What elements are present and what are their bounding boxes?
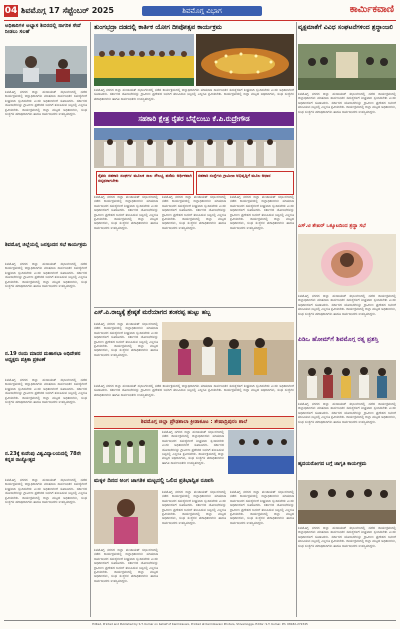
- stage-photo: [94, 128, 294, 168]
- group-photo: [94, 34, 194, 86]
- imprint-footer: Edited, Printed and Published by S.T. Kumar on behalf of Karmikavani, Printed at Karmikavani Printers, Shivamogga. Editor: S.T. Kumar. Ph: 08182-272345: [4, 620, 396, 628]
- photo-band-1: [94, 430, 158, 474]
- photo-bottom-center: [94, 490, 158, 544]
- garland-photo: [298, 234, 396, 292]
- section-divider: [94, 307, 294, 308]
- article-text-mid-right: ಶಿವಮೊಗ್ಗ ನಗರದ ಜಿಲ್ಲಾ ಪಂಚಾಯತ್ ಸಭಾಂಗಣದಲ್ಲಿ ನಡೆದ ಕಾರ್ಯಕ್ರಮದಲ್ಲಿ ಜಿಲ್ಲಾಧಿಕಾರಿಗಳು ಮಾತನಾಡಿ ಸಾರ್ವಜನಿಕರ ಸಮಸ್ಯೆಗಳಿಗೆ ಶೀಘ್ರವಾಗಿ ಸ್ಪಂದಿಸಬೇಕು ಎಂದು ಅಧಿಕಾರಿಗಳಿಗೆ ಸೂಚಿಸಿದರು. ಸರ್ಕಾರದ ಯೋಜನೆಗಳನ್ನು ಗ್ರಾಮೀಣ ಪ್ರದೇಶದ ಜನರಿಗೆ ತಲುಪಿಸುವ ನಿಟ್ಟಿನಲ್ಲಿ ಎಲ್ಲರೂ ಶ್ರಮಿಸಬೇಕು. ಕಾರ್ಯಕ್ರಮದಲ್ಲಿ ಜಿಲ್ಲಾ ಮಟ್ಟದ ಅಧಿಕಾರಿಗಳು, ಸಂಘ ಸಂಸ್ಥೆಗಳ ಪದಾಧಿಕಾರಿಗಳು ಹಾಗೂ ಸಾರ್ವಜನಿಕರು ಉಪಸ್ಥಿತರಿದ್ದರು.: [298, 294, 396, 316]
- article-text-top-left: ಶಿವಮೊಗ್ಗ ನಗರದ ಜಿಲ್ಲಾ ಪಂಚಾಯತ್ ಸಭಾಂಗಣದಲ್ಲಿ ನಡೆದ ಕಾರ್ಯಕ್ರಮದಲ್ಲಿ ಜಿಲ್ಲಾಧಿಕಾರಿಗಳು ಮಾತನಾಡಿ ಸಾರ್ವಜನಿಕರ ಸಮಸ್ಯೆಗಳಿಗೆ ಶೀಘ್ರವಾಗಿ ಸ್ಪಂದಿಸಬೇಕು ಎಂದು ಅಧಿಕಾರಿಗಳಿಗೆ ಸೂಚಿಸಿದರು. ಸರ್ಕಾರದ ಯೋಜನೆಗಳನ್ನು ಗ್ರಾಮೀಣ ಪ್ರದೇಶದ ಜನರಿಗೆ ತಲುಪಿಸುವ ನಿಟ್ಟಿನಲ್ಲಿ ಎಲ್ಲರೂ ಶ್ರಮಿಸಬೇಕು. ಕಾರ್ಯಕ್ರಮದಲ್ಲಿ ಜಿಲ್ಲಾ ಮಟ್ಟದ ಅಧಿಕಾರಿಗಳು, ಸಂಘ ಸಂಸ್ಥೆಗಳ ಪದಾಧಿಕಾರಿಗಳು ಹಾಗೂ ಸಾರ್ವಜನಿಕರು ಉಪಸ್ಥಿತರಿದ್ದರು.: [5, 90, 87, 117]
- headline-right-col: ಪಿಡಿಒ ಹೋಮ್‌ಗೆ ಶಿವಮೊಗ್ಗ ರತ್ನ ಪ್ರಶಸ್ತಿ: [298, 336, 379, 343]
- photo-mid-right: [298, 234, 396, 292]
- main-headline: ಸಹಕಾರಿ ಕ್ಷೇತ್ರ ರೈತರ ಬೆನ್ನೆಲುಬು ಕೆ.ಪಿ.ರುದ್ರೇಗೌಡ: [138, 115, 250, 123]
- child-photo: [94, 490, 158, 544]
- section-ribbon: [142, 6, 262, 16]
- page-number: 04: [4, 6, 18, 16]
- speaker-photo: [5, 46, 87, 88]
- headline-left-col-2: ನ.19 ರಂದು ಮಾದರ ಮಹಾಸಭಾ ಅಧಿವೇಶನ ಅಧ್ಯಕ್ಷರು ಪತ್ರಿಕಾ ಪ್ರಕಟಣೆ: [5, 351, 81, 363]
- article-text-left-2: ಶಿವಮೊಗ್ಗ ನಗರದ ಜಿಲ್ಲಾ ಪಂಚಾಯತ್ ಸಭಾಂಗಣದಲ್ಲಿ ನಡೆದ ಕಾರ್ಯಕ್ರಮದಲ್ಲಿ ಜಿಲ್ಲಾಧಿಕಾರಿಗಳು ಮಾತನಾಡಿ ಸಾರ್ವಜನಿಕರ ಸಮಸ್ಯೆಗಳಿಗೆ ಶೀಘ್ರವಾಗಿ ಸ್ಪಂದಿಸಬೇಕು ಎಂದು ಅಧಿಕಾರಿಗಳಿಗೆ ಸೂಚಿಸಿದರು. ಸರ್ಕಾರದ ಯೋಜನೆಗಳನ್ನು ಗ್ರಾಮೀಣ ಪ್ರದೇಶದ ಜನರಿಗೆ ತಲುಪಿಸುವ ನಿಟ್ಟಿನಲ್ಲಿ ಎಲ್ಲರೂ ಶ್ರಮಿಸಬೇಕು. ಕಾರ್ಯಕ್ರಮದಲ್ಲಿ ಜಿಲ್ಲಾ ಮಟ್ಟದ ಅಧಿಕಾರಿಗಳು, ಸಂಘ ಸಂಸ್ಥೆಗಳ ಪದಾಧಿಕಾರಿಗಳು ಹಾಗೂ ಸಾರ್ವಜನಿಕರು ಉಪಸ್ಥಿತರಿದ್ದರು.: [5, 378, 87, 405]
- headline-top-left: ಅಧಿಕಾರಿಗಳ ಅಭ್ಯಾಸ ಶಿಬಿರದಲ್ಲಿ ನಾಗರಿಕ ಸೇವೆ ನೀಡಲು ಸಲಹೆ: [5, 23, 81, 35]
- masthead-date: ಶಿವಮೊಗ್ಗ 17 ಸೆಪ್ಟೆಂಬರ್ 2025: [21, 6, 114, 15]
- main-story-banner: [94, 112, 294, 126]
- sports-band: [94, 416, 294, 429]
- headline-top-center: ತುಂಗಭದ್ರಾ ದಡದಲ್ಲಿ ಕಾರ್ತಿಕ ಯೋಗ ದೀಪೋತ್ಸವ ಕಾರ್ಯಕ್ರಮ: [94, 23, 222, 31]
- photo-right-col: [298, 360, 396, 400]
- felicitation-photo: [162, 322, 294, 382]
- newspaper-logo: ಕಾರ್ಮಿಕವಾಣಿ: [349, 4, 394, 15]
- quote-text-2: ಸಹಕಾರಿ ಸಂಸ್ಥೆಗಳು ಗ್ರಾಮೀಣ ಅಭಿವೃದ್ಧಿಗೆ ಮೂಲ ಆಧಾರ: [198, 173, 271, 178]
- article-text-main-3: ಶಿವಮೊಗ್ಗ ನಗರದ ಜಿಲ್ಲಾ ಪಂಚಾಯತ್ ಸಭಾಂಗಣದಲ್ಲಿ ನಡೆದ ಕಾರ್ಯಕ್ರಮದಲ್ಲಿ ಜಿಲ್ಲಾಧಿಕಾರಿಗಳು ಮಾತನಾಡಿ ಸಾರ್ವಜನಿಕರ ಸಮಸ್ಯೆಗಳಿಗೆ ಶೀಘ್ರವಾಗಿ ಸ್ಪಂದಿಸಬೇಕು ಎಂದು ಅಧಿಕಾರಿಗಳಿಗೆ ಸೂಚಿಸಿದರು. ಸರ್ಕಾರದ ಯೋಜನೆಗಳನ್ನು ಗ್ರಾಮೀಣ ಪ್ರದೇಶದ ಜನರಿಗೆ ತಲುಪಿಸುವ ನಿಟ್ಟಿನಲ್ಲಿ ಎಲ್ಲರೂ ಶ್ರಮಿಸಬೇಕು. ಕಾರ್ಯಕ್ರಮದಲ್ಲಿ ಜಿಲ್ಲಾ ಮಟ್ಟದ ಅಧಿಕಾರಿಗಳು, ಸಂಘ ಸಂಸ್ಥೆಗಳ ಪದಾಧಿಕಾರಿಗಳು ಹಾಗೂ ಸಾರ್ವಜನಿಕರು ಉಪಸ್ಥಿತರಿದ್ದರು.: [230, 195, 294, 230]
- article-text-band: ಶಿವಮೊಗ್ಗ ನಗರದ ಜಿಲ್ಲಾ ಪಂಚಾಯತ್ ಸಭಾಂಗಣದಲ್ಲಿ ನಡೆದ ಕಾರ್ಯಕ್ರಮದಲ್ಲಿ ಜಿಲ್ಲಾಧಿಕಾರಿಗಳು ಮಾತನಾಡಿ ಸಾರ್ವಜನಿಕರ ಸಮಸ್ಯೆಗಳಿಗೆ ಶೀಘ್ರವಾಗಿ ಸ್ಪಂದಿಸಬೇಕು ಎಂದು ಅಧಿಕಾರಿಗಳಿಗೆ ಸೂಚಿಸಿದರು. ಸರ್ಕಾರದ ಯೋಜನೆಗಳನ್ನು ಗ್ರಾಮೀಣ ಪ್ರದೇಶದ ಜನರಿಗೆ ತಲುಪಿಸುವ ನಿಟ್ಟಿನಲ್ಲಿ ಎಲ್ಲರೂ ಶ್ರಮಿಸಬೇಕು. ಕಾರ್ಯಕ್ರಮದಲ್ಲಿ ಜಿಲ್ಲಾ ಮಟ್ಟದ ಅಧಿಕಾರಿಗಳು, ಸಂಘ ಸಂಸ್ಥೆಗಳ ಪದಾಧಿಕಾರಿಗಳು ಹಾಗೂ ಸಾರ್ವಜನಿಕರು ಉಪಸ್ಥಿತರಿದ್ದರು.: [162, 430, 224, 465]
- photo-bottom-right: [298, 480, 396, 524]
- article-text-bottom-1: ಶಿವಮೊಗ್ಗ ನಗರದ ಜಿಲ್ಲಾ ಪಂಚಾಯತ್ ಸಭಾಂಗಣದಲ್ಲಿ ನಡೆದ ಕಾರ್ಯಕ್ರಮದಲ್ಲಿ ಜಿಲ್ಲಾಧಿಕಾರಿಗಳು ಮಾತನಾಡಿ ಸಾರ್ವಜನಿಕರ ಸಮಸ್ಯೆಗಳಿಗೆ ಶೀಘ್ರವಾಗಿ ಸ್ಪಂದಿಸಬೇಕು ಎಂದು ಅಧಿಕಾರಿಗಳಿಗೆ ಸೂಚಿಸಿದರು. ಸರ್ಕಾರದ ಯೋಜನೆಗಳನ್ನು ಗ್ರಾಮೀಣ ಪ್ರದೇಶದ ಜನರಿಗೆ ತಲುಪಿಸುವ ನಿಟ್ಟಿನಲ್ಲಿ ಎಲ್ಲರೂ ಶ್ರಮಿಸಬೇಕು. ಕಾರ್ಯಕ್ರಮದಲ್ಲಿ ಜಿಲ್ಲಾ ಮಟ್ಟದ ಅಧಿಕಾರಿಗಳು, ಸಂಘ ಸಂಸ್ಥೆಗಳ ಪದಾಧಿಕಾರಿಗಳು ಹಾಗೂ ಸಾರ್ವಜನಿಕರು ಉಪಸ್ಥಿತರಿದ್ದರು.: [162, 490, 226, 525]
- section-ribbon-label: ಶಿವಮೊಗ್ಗ ವಿಭಾಗ: [182, 7, 222, 15]
- quote-box-1: [96, 171, 194, 195]
- photo-middle: [162, 322, 294, 382]
- masthead: [4, 4, 396, 21]
- article-text-bottom-3: ಶಿವಮೊಗ್ಗ ನಗರದ ಜಿಲ್ಲಾ ಪಂಚಾಯತ್ ಸಭಾಂಗಣದಲ್ಲಿ ನಡೆದ ಕಾರ್ಯಕ್ರಮದಲ್ಲಿ ಜಿಲ್ಲಾಧಿಕಾರಿಗಳು ಮಾತನಾಡಿ ಸಾರ್ವಜನಿಕರ ಸಮಸ್ಯೆಗಳಿಗೆ ಶೀಘ್ರವಾಗಿ ಸ್ಪಂದಿಸಬೇಕು ಎಂದು ಅಧಿಕಾರಿಗಳಿಗೆ ಸೂಚಿಸಿದರು. ಸರ್ಕಾರದ ಯೋಜನೆಗಳನ್ನು ಗ್ರಾಮೀಣ ಪ್ರದೇಶದ ಜನರಿಗೆ ತಲುಪಿಸುವ ನಿಟ್ಟಿನಲ್ಲಿ ಎಲ್ಲರೂ ಶ್ರಮಿಸಬೇಕು. ಕಾರ್ಯಕ್ರಮದಲ್ಲಿ ಜಿಲ್ಲಾ ಮಟ್ಟದ ಅಧಿಕಾರಿಗಳು, ಸಂಘ ಸಂಸ್ಥೆಗಳ ಪದಾಧಿಕಾರಿಗಳು ಹಾಗೂ ಸಾರ್ವಜನಿಕರು ಉಪಸ್ಥಿತರಿದ್ದರು.: [94, 548, 158, 583]
- article-text-bottom-right: ಶಿವಮೊಗ್ಗ ನಗರದ ಜಿಲ್ಲಾ ಪಂಚಾಯತ್ ಸಭಾಂಗಣದಲ್ಲಿ ನಡೆದ ಕಾರ್ಯಕ್ರಮದಲ್ಲಿ ಜಿಲ್ಲಾಧಿಕಾರಿಗಳು ಮಾತನಾಡಿ ಸಾರ್ವಜನಿಕರ ಸಮಸ್ಯೆಗಳಿಗೆ ಶೀಘ್ರವಾಗಿ ಸ್ಪಂದಿಸಬೇಕು ಎಂದು ಅಧಿಕಾರಿಗಳಿಗೆ ಸೂಚಿಸಿದರು. ಸರ್ಕಾರದ ಯೋಜನೆಗಳನ್ನು ಗ್ರಾಮೀಣ ಪ್ರದೇಶದ ಜನರಿಗೆ ತಲುಪಿಸುವ ನಿಟ್ಟಿನಲ್ಲಿ ಎಲ್ಲರೂ ಶ್ರಮಿಸಬೇಕು. ಕಾರ್ಯಕ್ರಮದಲ್ಲಿ ಜಿಲ್ಲಾ ಮಟ್ಟದ ಅಧಿಕಾರಿಗಳು, ಸಂಘ ಸಂಸ್ಥೆಗಳ ಪದಾಧಿಕಾರಿಗಳು ಹಾಗೂ ಸಾರ್ವಜನಿಕರು ಉಪಸ್ಥಿತರಿದ್ದರು.: [298, 526, 396, 548]
- article-text-main-2: ಶಿವಮೊಗ್ಗ ನಗರದ ಜಿಲ್ಲಾ ಪಂಚಾಯತ್ ಸಭಾಂಗಣದಲ್ಲಿ ನಡೆದ ಕಾರ್ಯಕ್ರಮದಲ್ಲಿ ಜಿಲ್ಲಾಧಿಕಾರಿಗಳು ಮಾತನಾಡಿ ಸಾರ್ವಜನಿಕರ ಸಮಸ್ಯೆಗಳಿಗೆ ಶೀಘ್ರವಾಗಿ ಸ್ಪಂದಿಸಬೇಕು ಎಂದು ಅಧಿಕಾರಿಗಳಿಗೆ ಸೂಚಿಸಿದರು. ಸರ್ಕಾರದ ಯೋಜನೆಗಳನ್ನು ಗ್ರಾಮೀಣ ಪ್ರದೇಶದ ಜನರಿಗೆ ತಲುಪಿಸುವ ನಿಟ್ಟಿನಲ್ಲಿ ಎಲ್ಲರೂ ಶ್ರಮಿಸಬೇಕು. ಕಾರ್ಯಕ್ರಮದಲ್ಲಿ ಜಿಲ್ಲಾ ಮಟ್ಟದ ಅಧಿಕಾರಿಗಳು, ಸಂಘ ಸಂಸ್ಥೆಗಳ ಪದಾಧಿಕಾರಿಗಳು ಹಾಗೂ ಸಾರ್ವಜನಿಕರು ಉಪಸ್ಥಿತರಿದ್ದರು.: [162, 195, 226, 230]
- award-photo: [298, 360, 396, 400]
- article-text-right-col: ಶಿವಮೊಗ್ಗ ನಗರದ ಜಿಲ್ಲಾ ಪಂಚಾಯತ್ ಸಭಾಂಗಣದಲ್ಲಿ ನಡೆದ ಕಾರ್ಯಕ್ರಮದಲ್ಲಿ ಜಿಲ್ಲಾಧಿಕಾರಿಗಳು ಮಾತನಾಡಿ ಸಾರ್ವಜನಿಕರ ಸಮಸ್ಯೆಗಳಿಗೆ ಶೀಘ್ರವಾಗಿ ಸ್ಪಂದಿಸಬೇಕು ಎಂದು ಅಧಿಕಾರಿಗಳಿಗೆ ಸೂಚಿಸಿದರು. ಸರ್ಕಾರದ ಯೋಜನೆಗಳನ್ನು ಗ್ರಾಮೀಣ ಪ್ರದೇಶದ ಜನರಿಗೆ ತಲುಪಿಸುವ ನಿಟ್ಟಿನಲ್ಲಿ ಎಲ್ಲರೂ ಶ್ರಮಿಸಬೇಕು. ಕಾರ್ಯಕ್ರಮದಲ್ಲಿ ಜಿಲ್ಲಾ ಮಟ್ಟದ ಅಧಿಕಾರಿಗಳು, ಸಂಘ ಸಂಸ್ಥೆಗಳ ಪದಾಧಿಕಾರಿಗಳು ಹಾಗೂ ಸಾರ್ವಜನಿಕರು ಉಪಸ್ಥಿತರಿದ್ದರು.: [298, 402, 396, 424]
- headline-bottom-center: ಮಕ್ಕಳ ದಿನದ ಅಂಗ ಜಾಗತಿಕ ಮಟ್ಟದಲ್ಲಿ ಒಲಿದ ಪ್ರತಿಭಾನ್ವಿತ ರೂಪಸಿ: [94, 478, 214, 484]
- article-text-top-center: ಶಿವಮೊಗ್ಗ ನಗರದ ಜಿಲ್ಲಾ ಪಂಚಾಯತ್ ಸಭಾಂಗಣದಲ್ಲಿ ನಡೆದ ಕಾರ್ಯಕ್ರಮದಲ್ಲಿ ಜಿಲ್ಲಾಧಿಕಾರಿಗಳು ಮಾತನಾಡಿ ಸಾರ್ವಜನಿಕರ ಸಮಸ್ಯೆಗಳಿಗೆ ಶೀಘ್ರವಾಗಿ ಸ್ಪಂದಿಸಬೇಕು ಎಂದು ಅಧಿಕಾರಿಗಳಿಗೆ ಸೂಚಿಸಿದರು. ಸರ್ಕಾರದ ಯೋಜನೆಗಳನ್ನು ಗ್ರಾಮೀಣ ಪ್ರದೇಶದ ಜನರಿಗೆ ತಲುಪಿಸುವ ನಿಟ್ಟಿನಲ್ಲಿ ಎಲ್ಲರೂ ಶ್ರಮಿಸಬೇಕು. ಕಾರ್ಯಕ್ರಮದಲ್ಲಿ ಜಿಲ್ಲಾ ಮಟ್ಟದ ಅಧಿಕಾರಿಗಳು, ಸಂಘ ಸಂಸ್ಥೆಗಳ ಪದಾಧಿಕಾರಿಗಳು ಹಾಗೂ ಸಾರ್ವಜನಿಕರು ಉಪಸ್ಥಿತರಿದ್ದರು.: [94, 88, 294, 101]
- article-text-top-right: ಶಿವಮೊಗ್ಗ ನಗರದ ಜಿಲ್ಲಾ ಪಂಚಾಯತ್ ಸಭಾಂಗಣದಲ್ಲಿ ನಡೆದ ಕಾರ್ಯಕ್ರಮದಲ್ಲಿ ಜಿಲ್ಲಾಧಿಕಾರಿಗಳು ಮಾತನಾಡಿ ಸಾರ್ವಜನಿಕರ ಸಮಸ್ಯೆಗಳಿಗೆ ಶೀಘ್ರವಾಗಿ ಸ್ಪಂದಿಸಬೇಕು ಎಂದು ಅಧಿಕಾರಿಗಳಿಗೆ ಸೂಚಿಸಿದರು. ಸರ್ಕಾರದ ಯೋಜನೆಗಳನ್ನು ಗ್ರಾಮೀಣ ಪ್ರದೇಶದ ಜನರಿಗೆ ತಲುಪಿಸುವ ನಿಟ್ಟಿನಲ್ಲಿ ಎಲ್ಲರೂ ಶ್ರಮಿಸಬೇಕು. ಕಾರ್ಯಕ್ರಮದಲ್ಲಿ ಜಿಲ್ಲಾ ಮಟ್ಟದ ಅಧಿಕಾರಿಗಳು, ಸಂಘ ಸಂಸ್ಥೆಗಳ ಪದಾಧಿಕಾರಿಗಳು ಹಾಗೂ ಸಾರ್ವಜನಿಕರು ಉಪಸ್ಥಿತರಿದ್ದರು.: [298, 92, 396, 114]
- headline-bottom-right: ಹೃದಯರೋಗದ ಬಗ್ಗೆ ಜಾಗೃತಿ ಕಾರ್ಯಕ್ರಮ: [298, 461, 367, 467]
- awareness-photo: [298, 480, 396, 524]
- photo-lamps: [196, 34, 294, 86]
- photo-band-2: [228, 430, 294, 474]
- article-text-left-1: ಶಿವಮೊಗ್ಗ ನಗರದ ಜಿಲ್ಲಾ ಪಂಚಾಯತ್ ಸಭಾಂಗಣದಲ್ಲಿ ನಡೆದ ಕಾರ್ಯಕ್ರಮದಲ್ಲಿ ಜಿಲ್ಲಾಧಿಕಾರಿಗಳು ಮಾತನಾಡಿ ಸಾರ್ವಜನಿಕರ ಸಮಸ್ಯೆಗಳಿಗೆ ಶೀಘ್ರವಾಗಿ ಸ್ಪಂದಿಸಬೇಕು ಎಂದು ಅಧಿಕಾರಿಗಳಿಗೆ ಸೂಚಿಸಿದರು. ಸರ್ಕಾರದ ಯೋಜನೆಗಳನ್ನು ಗ್ರಾಮೀಣ ಪ್ರದೇಶದ ಜನರಿಗೆ ತಲುಪಿಸುವ ನಿಟ್ಟಿನಲ್ಲಿ ಎಲ್ಲರೂ ಶ್ರಮಿಸಬೇಕು. ಕಾರ್ಯಕ್ರಮದಲ್ಲಿ ಜಿಲ್ಲಾ ಮಟ್ಟದ ಅಧಿಕಾರಿಗಳು, ಸಂಘ ಸಂಸ್ಥೆಗಳ ಪದಾಧಿಕಾರಿಗಳು ಹಾಗೂ ಸಾರ್ವಜನಿಕರು ಉಪಸ್ಥಿತರಿದ್ದರು.: [5, 262, 87, 289]
- article-text-middle-2: ಶಿವಮೊಗ್ಗ ನಗರದ ಜಿಲ್ಲಾ ಪಂಚಾಯತ್ ಸಭಾಂಗಣದಲ್ಲಿ ನಡೆದ ಕಾರ್ಯಕ್ರಮದಲ್ಲಿ ಜಿಲ್ಲಾಧಿಕಾರಿಗಳು ಮಾತನಾಡಿ ಸಾರ್ವಜನಿಕರ ಸಮಸ್ಯೆಗಳಿಗೆ ಶೀಘ್ರವಾಗಿ ಸ್ಪಂದಿಸಬೇಕು ಎಂದು ಅಧಿಕಾರಿಗಳಿಗೆ ಸೂಚಿಸಿದರು. ಸರ್ಕಾರದ ಯೋಜನೆಗಳನ್ನು ಗ್ರಾಮೀಣ ಪ್ರದೇಶದ ಜನರಿಗೆ ತಲುಪಿಸುವ ನಿಟ್ಟಿನಲ್ಲಿ ಎಲ್ಲರೂ ಶ್ರಮಿಸಬೇಕು. ಕಾರ್ಯಕ್ರಮದಲ್ಲಿ ಜಿಲ್ಲಾ ಮಟ್ಟದ ಅಧಿಕಾರಿಗಳು, ಸಂಘ ಸಂಸ್ಥೆಗಳ ಪದಾಧಿಕಾರಿಗಳು ಹಾಗೂ ಸಾರ್ವಜನಿಕರು ಉಪಸ್ಥಿತರಿದ್ದರು.: [94, 384, 294, 397]
- trophy-photo: [228, 430, 294, 474]
- lamp-festival-photo: [196, 34, 294, 86]
- headline-top-right: ವೃಕ್ಷಮಾತೆಗೆ ವಿವಿಧ ಸಂಘಟನೆಗಳಿಂದ ಶ್ರದ್ಧಾಂಜಲಿ: [298, 24, 394, 31]
- headline-middle: ಎಸ್.ಪಿ.ರಾಜ್ಯಕ್ಕೆ ಶ್ರೇಷ್ಠತೆ ಮರೆಯಾಗದ ಶಂಕರಪ್ಪ ಹುಟ್ಟು ಹಬ್ಬ: [94, 309, 211, 316]
- students-photo: [94, 430, 158, 474]
- article-text-left-3: ಶಿವಮೊಗ್ಗ ನಗರದ ಜಿಲ್ಲಾ ಪಂಚಾಯತ್ ಸಭಾಂಗಣದಲ್ಲಿ ನಡೆದ ಕಾರ್ಯಕ್ರಮದಲ್ಲಿ ಜಿಲ್ಲಾಧಿಕಾರಿಗಳು ಮಾತನಾಡಿ ಸಾರ್ವಜನಿಕರ ಸಮಸ್ಯೆಗಳಿಗೆ ಶೀಘ್ರವಾಗಿ ಸ್ಪಂದಿಸಬೇಕು ಎಂದು ಅಧಿಕಾರಿಗಳಿಗೆ ಸೂಚಿಸಿದರು. ಸರ್ಕಾರದ ಯೋಜನೆಗಳನ್ನು ಗ್ರಾಮೀಣ ಪ್ರದೇಶದ ಜನರಿಗೆ ತಲುಪಿಸುವ ನಿಟ್ಟಿನಲ್ಲಿ ಎಲ್ಲರೂ ಶ್ರಮಿಸಬೇಕು. ಕಾರ್ಯಕ್ರಮದಲ್ಲಿ ಜಿಲ್ಲಾ ಮಟ್ಟದ ಅಧಿಕಾರಿಗಳು, ಸಂಘ ಸಂಸ್ಥೆಗಳ ಪದಾಧಿಕಾರಿಗಳು ಹಾಗೂ ಸಾರ್ವಜನಿಕರು ಉಪಸ್ಥಿತರಿದ್ದರು.: [5, 478, 87, 505]
- article-text-bottom-2: ಶಿವಮೊಗ್ಗ ನಗರದ ಜಿಲ್ಲಾ ಪಂಚಾಯತ್ ಸಭಾಂಗಣದಲ್ಲಿ ನಡೆದ ಕಾರ್ಯಕ್ರಮದಲ್ಲಿ ಜಿಲ್ಲಾಧಿಕಾರಿಗಳು ಮಾತನಾಡಿ ಸಾರ್ವಜನಿಕರ ಸಮಸ್ಯೆಗಳಿಗೆ ಶೀಘ್ರವಾಗಿ ಸ್ಪಂದಿಸಬೇಕು ಎಂದು ಅಧಿಕಾರಿಗಳಿಗೆ ಸೂಚಿಸಿದರು. ಸರ್ಕಾರದ ಯೋಜನೆಗಳನ್ನು ಗ್ರಾಮೀಣ ಪ್ರದೇಶದ ಜನರಿಗೆ ತಲುಪಿಸುವ ನಿಟ್ಟಿನಲ್ಲಿ ಎಲ್ಲರೂ ಶ್ರಮಿಸಬೇಕು. ಕಾರ್ಯಕ್ರಮದಲ್ಲಿ ಜಿಲ್ಲಾ ಮಟ್ಟದ ಅಧಿಕಾರಿಗಳು, ಸಂಘ ಸಂಸ್ಥೆಗಳ ಪದಾಧಿಕಾರಿಗಳು ಹಾಗೂ ಸಾರ್ವಜನಿಕರು ಉಪಸ್ಥಿತರಿದ್ದರು.: [230, 490, 294, 525]
- column-divider: [90, 22, 91, 617]
- photo-top-right: [298, 44, 396, 90]
- column-divider-right: [296, 22, 297, 617]
- quote-box-2: [196, 171, 294, 195]
- quote-text-1: ರೈತರು ಸಹಕಾರಿ ಸಂಘಗಳ ಮೂಲಕ ಸಾಲ ಸೌಲಭ್ಯ ಪಡೆದು ಆರ್ಥಿಕವಾಗಿ ಸದೃಢರಾಗಬೇಕು: [98, 173, 192, 183]
- sports-band-headline: ಶಿವಮೊಗ್ಗ ಜಿಲ್ಲಾ ಪ್ರೌಢಶಾಲಾ ಕ್ರೀಡಾಕೂಟ : ಶೇಷಾದ್ರಿಪುರಂ ಶಾಲೆ: [140, 419, 248, 425]
- photo-group-yellow: [94, 34, 194, 86]
- tribute-photo: [298, 44, 396, 90]
- article-text-middle-1: ಶಿವಮೊಗ್ಗ ನಗರದ ಜಿಲ್ಲಾ ಪಂಚಾಯತ್ ಸಭಾಂಗಣದಲ್ಲಿ ನಡೆದ ಕಾರ್ಯಕ್ರಮದಲ್ಲಿ ಜಿಲ್ಲಾಧಿಕಾರಿಗಳು ಮಾತನಾಡಿ ಸಾರ್ವಜನಿಕರ ಸಮಸ್ಯೆಗಳಿಗೆ ಶೀಘ್ರವಾಗಿ ಸ್ಪಂದಿಸಬೇಕು ಎಂದು ಅಧಿಕಾರಿಗಳಿಗೆ ಸೂಚಿಸಿದರು. ಸರ್ಕಾರದ ಯೋಜನೆಗಳನ್ನು ಗ್ರಾಮೀಣ ಪ್ರದೇಶದ ಜನರಿಗೆ ತಲುಪಿಸುವ ನಿಟ್ಟಿನಲ್ಲಿ ಎಲ್ಲರೂ ಶ್ರಮಿಸಬೇಕು. ಕಾರ್ಯಕ್ರಮದಲ್ಲಿ ಜಿಲ್ಲಾ ಮಟ್ಟದ ಅಧಿಕಾರಿಗಳು, ಸಂಘ ಸಂಸ್ಥೆಗಳ ಪದಾಧಿಕಾರಿಗಳು ಹಾಗೂ ಸಾರ್ವಜನಿಕರು ಉಪಸ್ಥಿತರಿದ್ದರು.: [94, 322, 158, 357]
- photo-main-story: [94, 128, 294, 168]
- headline-left-col-3: ನ.23ಕ್ಕೆ ಕುವೆಂಪು ವಿಶ್ವವಿದ್ಯಾಲಯದಲ್ಲಿ 78ನೇ ಕನ್ನಡ ರಾಜ್ಯೋತ್ಸವ: [5, 451, 82, 463]
- headline-left-col-1: ಶಿವಮೊಗ್ಗ ಜಿಲ್ಲೆಯಲ್ಲಿ ಜನಸ್ಪಂದನ ಸಭೆ ಕಾರ್ಯಕ್ರಮ: [5, 242, 87, 248]
- article-text-main-1: ಶಿವಮೊಗ್ಗ ನಗರದ ಜಿಲ್ಲಾ ಪಂಚಾಯತ್ ಸಭಾಂಗಣದಲ್ಲಿ ನಡೆದ ಕಾರ್ಯಕ್ರಮದಲ್ಲಿ ಜಿಲ್ಲಾಧಿಕಾರಿಗಳು ಮಾತನಾಡಿ ಸಾರ್ವಜನಿಕರ ಸಮಸ್ಯೆಗಳಿಗೆ ಶೀಘ್ರವಾಗಿ ಸ್ಪಂದಿಸಬೇಕು ಎಂದು ಅಧಿಕಾರಿಗಳಿಗೆ ಸೂಚಿಸಿದರು. ಸರ್ಕಾರದ ಯೋಜನೆಗಳನ್ನು ಗ್ರಾಮೀಣ ಪ್ರದೇಶದ ಜನರಿಗೆ ತಲುಪಿಸುವ ನಿಟ್ಟಿನಲ್ಲಿ ಎಲ್ಲರೂ ಶ್ರಮಿಸಬೇಕು. ಕಾರ್ಯಕ್ರಮದಲ್ಲಿ ಜಿಲ್ಲಾ ಮಟ್ಟದ ಅಧಿಕಾರಿಗಳು, ಸಂಘ ಸಂಸ್ಥೆಗಳ ಪದಾಧಿಕಾರಿಗಳು ಹಾಗೂ ಸಾರ್ವಜನಿಕರು ಉಪಸ್ಥಿತರಿದ್ದರು.: [94, 195, 158, 230]
- headline-mid-right: ಎಸ್.ಟಿ ಶೇಖರ್ ಒಕ್ಕೂಟದಿಂದ ಶ್ರದ್ಧಾ ಸಭೆ: [298, 223, 366, 229]
- photo-top-left: [5, 46, 87, 88]
